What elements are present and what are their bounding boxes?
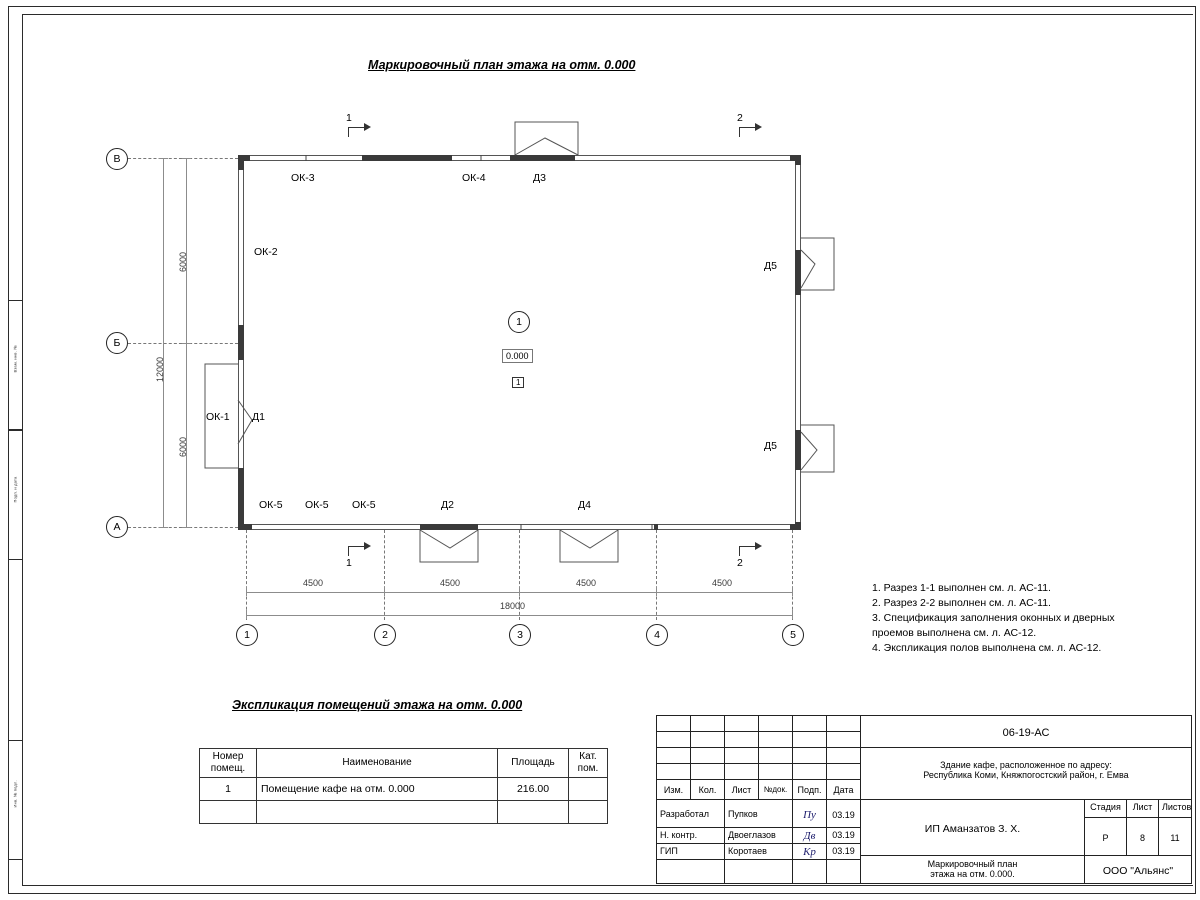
title-block bbox=[656, 715, 1192, 884]
explication-title: Экспликация помещений этажа на отм. 0.000 bbox=[232, 698, 523, 712]
cell-name: Помещение кафе на отм. 0.000 bbox=[257, 778, 498, 801]
drawing-notes bbox=[872, 581, 1192, 656]
note-3: 3. Спецификация заполнения оконных и дверных bbox=[872, 612, 1115, 624]
dim-bottom-3: 4500 bbox=[576, 578, 597, 588]
window-opening-bottom-right bbox=[658, 524, 790, 530]
window-opening-right-mid bbox=[795, 295, 801, 430]
note-3-cont: проемов выполнена см. л. АС-12. bbox=[872, 627, 1037, 639]
axis-line-2 bbox=[384, 530, 385, 620]
window-opening-ok2 bbox=[238, 170, 244, 325]
header-number: Номер помещ. bbox=[200, 749, 257, 778]
dim-bottom-4: 4500 bbox=[712, 578, 733, 588]
label-d5-lower: Д5 bbox=[764, 440, 777, 452]
axis-circle-3: 3 bbox=[509, 624, 531, 646]
cell-name bbox=[257, 801, 498, 824]
plan-title: Маркировочный план этажа на отм. 0.000 bbox=[368, 58, 636, 72]
axis-line-5 bbox=[792, 530, 793, 620]
label-d5-upper: Д5 bbox=[764, 260, 777, 272]
side-stamp-podp: Подп. и дата bbox=[8, 430, 22, 560]
tb-col-data: Дата bbox=[827, 780, 861, 800]
dim-total-line-bottom bbox=[246, 615, 792, 616]
window-opening-ok1 bbox=[238, 360, 244, 468]
tb-sheets-header: Листов bbox=[1159, 800, 1192, 818]
side-stamp-inv: Инв. № подл. bbox=[8, 740, 22, 860]
header-area: Площадь bbox=[498, 749, 569, 778]
dim-left-total: 12000 bbox=[155, 356, 165, 382]
tb-object-line2: Республика Коми, Княжпогостский район, г. Емва bbox=[923, 770, 1129, 780]
tb-col-kol: Кол. bbox=[691, 780, 725, 800]
tb-col-ndok: №док. bbox=[759, 780, 793, 800]
tb-document-code: 06-19-АС bbox=[861, 716, 1192, 748]
floor-type-mark: 1 bbox=[512, 377, 524, 388]
window-opening-ok4 bbox=[452, 155, 510, 161]
axis-circle-v: В bbox=[106, 148, 128, 170]
dim-bottom-2: 4500 bbox=[440, 578, 461, 588]
tb-sign-3: Кр bbox=[793, 844, 827, 860]
label-d4: Д4 bbox=[578, 499, 591, 511]
note-4: 4. Экспликация полов выполнена см. л. АС-12. bbox=[872, 642, 1102, 654]
dim-left-2: 6000 bbox=[178, 436, 188, 457]
tb-name-3: Коротаев bbox=[725, 844, 793, 860]
label-d2: Д2 bbox=[441, 499, 454, 511]
tb-role-2: Н. контр. bbox=[657, 828, 725, 844]
tb-sign-2: Дв bbox=[793, 828, 827, 844]
tb-sheets-value: 11 bbox=[1159, 818, 1192, 856]
tb-col-list: Лист bbox=[725, 780, 759, 800]
cell-kat bbox=[569, 801, 608, 824]
tb-name-1: Пупков bbox=[725, 800, 793, 828]
dim-bottom-total: 18000 bbox=[500, 601, 526, 611]
note-1: 1. Разрез 1-1 выполнен см. л. АС-11. bbox=[872, 582, 1051, 594]
tb-object bbox=[861, 748, 1192, 800]
axis-circle-4: 4 bbox=[646, 624, 668, 646]
tb-organization: ООО "Альянс" bbox=[1085, 856, 1192, 884]
tb-drawing-title bbox=[861, 856, 1085, 884]
explication-table bbox=[199, 748, 608, 824]
tb-stage-header: Стадия bbox=[1085, 800, 1127, 818]
level-mark: 0.000 bbox=[502, 349, 533, 363]
tb-stage-value: Р bbox=[1085, 818, 1127, 856]
table-row bbox=[200, 801, 608, 824]
tb-date-3: 03.19 bbox=[827, 844, 861, 860]
tb-sheet-header: Лист bbox=[1127, 800, 1159, 818]
tb-role-3: ГИП bbox=[657, 844, 725, 860]
axis-circle-1: 1 bbox=[236, 624, 258, 646]
axis-line-4 bbox=[656, 530, 657, 620]
cell-area: 216.00 bbox=[498, 778, 569, 801]
tb-role-1: Разработал bbox=[657, 800, 725, 828]
table-header-row bbox=[200, 749, 608, 778]
dim-bottom-1: 4500 bbox=[303, 578, 324, 588]
label-ok4: ОК-4 bbox=[462, 172, 486, 184]
tb-name-2: Двоеглазов bbox=[725, 828, 793, 844]
axis-circle-a: А bbox=[106, 516, 128, 538]
axis-circle-b: Б bbox=[106, 332, 128, 354]
dim-left-1: 6000 bbox=[178, 251, 188, 272]
window-opening-top-right bbox=[575, 155, 790, 161]
window-opening-bottom-mid bbox=[478, 524, 654, 530]
tb-date-2: 03.19 bbox=[827, 828, 861, 844]
cell-number: 1 bbox=[200, 778, 257, 801]
tb-date-1: 03.19 bbox=[827, 800, 861, 828]
tb-sheet-value: 8 bbox=[1127, 818, 1159, 856]
tb-drawing-title-line2: этажа на отм. 0.000. bbox=[930, 869, 1015, 879]
note-2: 2. Разрез 2-2 выполнен см. л. АС-11. bbox=[872, 597, 1051, 609]
tb-sign-1: Пу bbox=[793, 800, 827, 828]
cut-mark-1-bottom: 1 bbox=[346, 557, 352, 569]
table-row bbox=[200, 778, 608, 801]
cut-mark-2-bottom: 2 bbox=[737, 557, 743, 569]
cut-mark-1-top: 1 bbox=[346, 112, 352, 124]
axis-line-1 bbox=[246, 530, 247, 620]
room-marker: 1 bbox=[508, 311, 530, 333]
label-ok5-b: ОК-5 bbox=[305, 499, 329, 511]
label-d3: Д3 bbox=[533, 172, 546, 184]
header-name: Наименование bbox=[257, 749, 498, 778]
side-stamp-vzam: Взам. инв. № bbox=[8, 300, 22, 430]
window-opening-ok3 bbox=[250, 155, 362, 161]
header-kat: Кат. пом. bbox=[569, 749, 608, 778]
label-d1: Д1 bbox=[252, 411, 265, 423]
window-opening-right-upper bbox=[795, 165, 801, 250]
cut-mark-2-top: 2 bbox=[737, 112, 743, 124]
cell-area bbox=[498, 801, 569, 824]
window-opening-ok5-row bbox=[252, 524, 420, 530]
label-ok5-c: ОК-5 bbox=[352, 499, 376, 511]
cell-kat bbox=[569, 778, 608, 801]
tb-customer: ИП Аманзатов З. Х. bbox=[861, 800, 1085, 856]
label-ok5-a: ОК-5 bbox=[259, 499, 283, 511]
label-ok2: ОК-2 bbox=[254, 246, 278, 258]
label-ok1: ОК-1 bbox=[206, 411, 230, 423]
cell-number bbox=[200, 801, 257, 824]
tb-drawing-title-line1: Маркировочный план bbox=[927, 859, 1018, 869]
tb-object-line1: Здание кафе, расположенное по адресу: bbox=[940, 760, 1112, 770]
window-opening-right-lower bbox=[795, 470, 801, 522]
tb-col-izm: Изм. bbox=[657, 780, 691, 800]
dim-total-line-left bbox=[163, 158, 164, 527]
label-ok3: ОК-3 bbox=[291, 172, 315, 184]
axis-circle-2: 2 bbox=[374, 624, 396, 646]
axis-circle-5: 5 bbox=[782, 624, 804, 646]
tb-col-podp: Подп. bbox=[793, 780, 827, 800]
